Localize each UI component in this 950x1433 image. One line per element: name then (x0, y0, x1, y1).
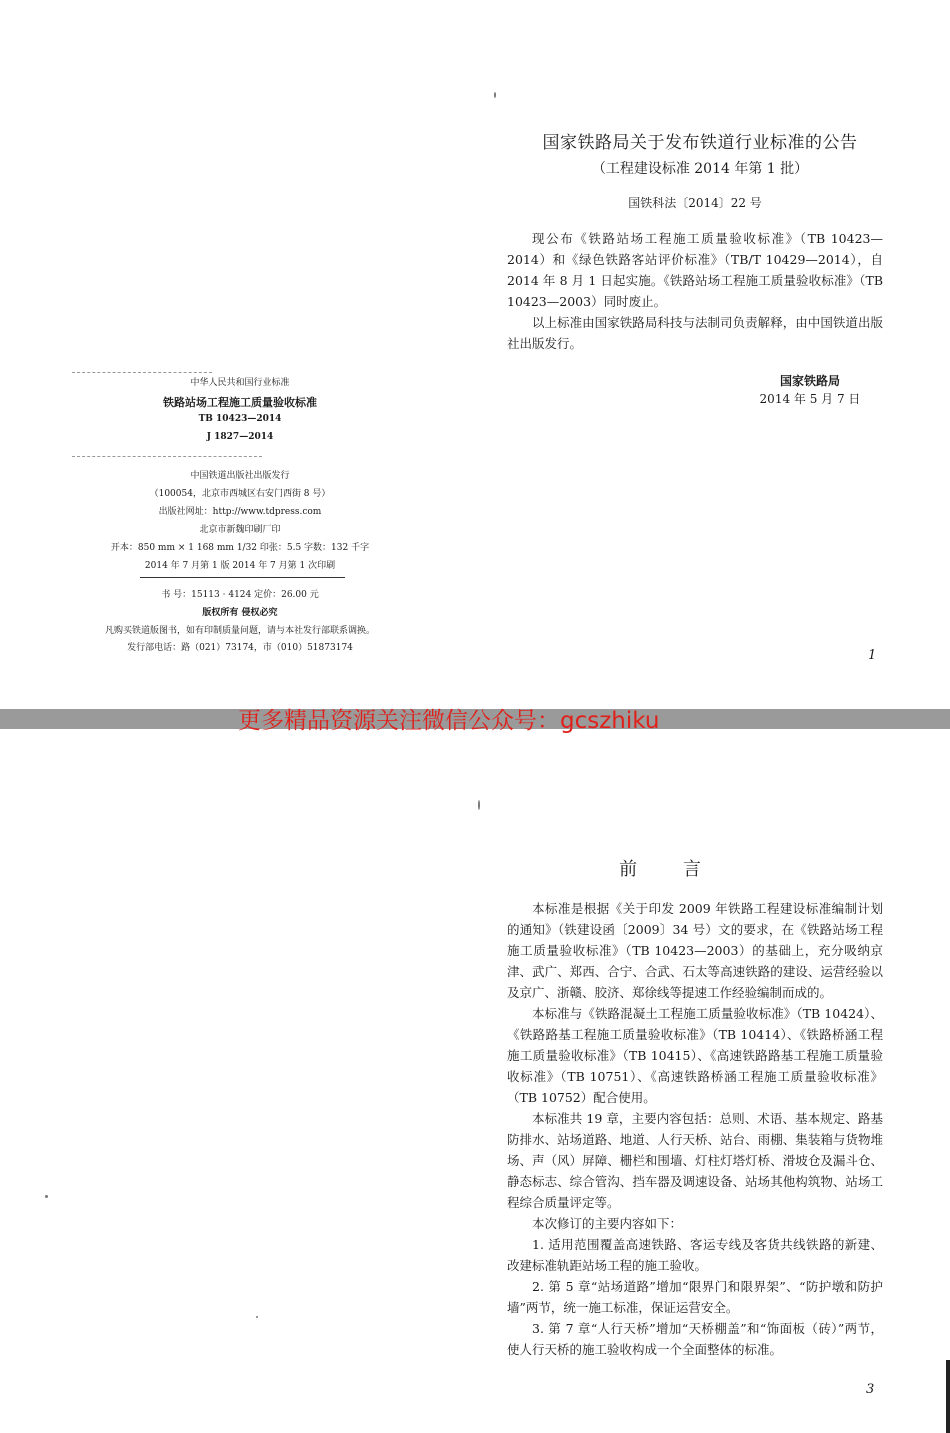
colophon-standard-type: 中华人民共和国行业标准 (190, 378, 290, 388)
page-number: 1 (868, 648, 877, 663)
colophon-isbn-price: 书 号：15113 · 4124 定价：26.00 元 (161, 590, 319, 600)
preface-paragraph: 1. 适用范围覆盖高速铁路、客运专线及客货共线铁路的新建、改建标准轨距站场工程的施工验收。 (507, 1237, 883, 1273)
preface-paragraph: 本次修订的主要内容如下： (532, 1216, 683, 1231)
page-number: 3 (866, 1382, 875, 1397)
colophon-edition: 2014 年 7 月第 1 版 2014 年 7 月第 1 次印刷 (144, 561, 336, 571)
notice-body (507, 228, 883, 354)
scan-speck (45, 1195, 48, 1198)
notice-subtitle: （工程建设标准 2014 年第 1 批） (591, 161, 809, 177)
scan-speck (256, 1316, 258, 1318)
colophon-rights: 版权所有 侵权必究 (202, 608, 278, 618)
colophon-address: （100054，北京市西城区右安门西街 8 号） (149, 489, 331, 499)
notice-date: 2014 年 5 月 7 日 (759, 392, 861, 406)
watermark-text: 更多精品资源关注微信公众号：gcszhiku (238, 708, 660, 734)
preface-title: 前 言 (619, 859, 721, 880)
notice-paragraph: 以上标准由国家铁路局科技与法制司负责解释，由中国铁道出版社出版发行。 (507, 315, 883, 351)
preface-paragraph: 2. 第 5 章“站场道路”增加“限界门和限界架”、“防护墩和防护墙”两节，统一施工标准，保证运营安全。 (507, 1279, 883, 1315)
scan-speck (478, 800, 480, 810)
notice-paragraph: 现公布《铁路站场工程施工质量验收标准》（TB 10423—2014）和《绿色铁路客站评价标准》（TB/T 10429—2014），自 2014 年 8 月 1 日起实施。《铁路站场工程施工质量验收标准》（TB 10423—2003）同时废止。 (507, 231, 883, 309)
colophon-printer: 北京市新魏印刷厂印 (199, 525, 281, 535)
scan-speck (494, 92, 496, 98)
colophon-format: 开本：850 mm × 1 168 mm 1/32 印张：5.5 字数：132 千字 (110, 543, 370, 553)
colophon-record-code: J 1827—2014 (206, 432, 274, 442)
colophon-standard-title: 铁路站场工程施工质量验收标准 (163, 396, 317, 409)
notice-issuer: 国家铁路局 (779, 374, 840, 388)
preface-paragraph: 本标准共 19 章，主要内容包括：总则、术语、基本规定、路基防排水、站场道路、地道、人行天桥、站台、雨棚、集装箱与货物堆场、声（风）屏障、栅栏和围墙、灯柱灯塔灯桥、滑坡仓及漏斗仓、静态标志、综合管沟、挡车器及调速设备、站场其他构筑物、站场工程综合质量评定等。 (507, 1111, 883, 1210)
preface-body (507, 898, 883, 1360)
notice-title: 国家铁路局关于发布铁道行业标准的公告 (542, 133, 858, 153)
colophon-publisher: 中国铁道出版社出版发行 (190, 471, 290, 481)
notice-document-number: 国铁科法〔2014〕22 号 (628, 196, 762, 210)
colophon-website: 出版社网址：http://www.tdpress.com (158, 507, 322, 517)
scan-edge-shadow (946, 1360, 950, 1433)
colophon-phone: 发行部电话：路（021）73174，市（010）51873174 (127, 643, 353, 653)
colophon-notice: 凡购买铁道版图书，如有印制质量问题，请与本社发行部联系调换。 (104, 626, 375, 636)
preface-paragraph: 本标准是根据《关于印发 2009 年铁路工程建设标准编制计划的通知》（铁建设函〔2009〕34 号）文的要求，在《铁路站场工程施工质量验收标准》（TB 10423—2003）的基础上，充分吸纳京津、武广、郑西、合宁、合武、石太等高速铁路的建设、运营经验以及京广、浙赣、胶济、郑徐线等提速工作经验编制而成的。 (507, 901, 883, 1000)
preface-paragraph: 本标准与《铁路混凝土工程施工质量验收标准》（TB 10424）、《铁路路基工程施工质量验收标准》（TB 10414）、《铁路桥涵工程施工质量验收标准》（TB 10415）、《高速铁路路基工程施工质量验收标准》（TB 10751）、《高速铁路桥涵工程施工质量验收标准》（TB 10752）配合使用。 (507, 1006, 883, 1105)
colophon-standard-code: TB 10423—2014 (198, 414, 282, 424)
preface-paragraph: 3. 第 7 章“人行天桥”增加“天桥棚盖”和“饰面板（砖）”两节，使人行天桥的施工验收构成一个全面整体的标准。 (507, 1321, 883, 1357)
